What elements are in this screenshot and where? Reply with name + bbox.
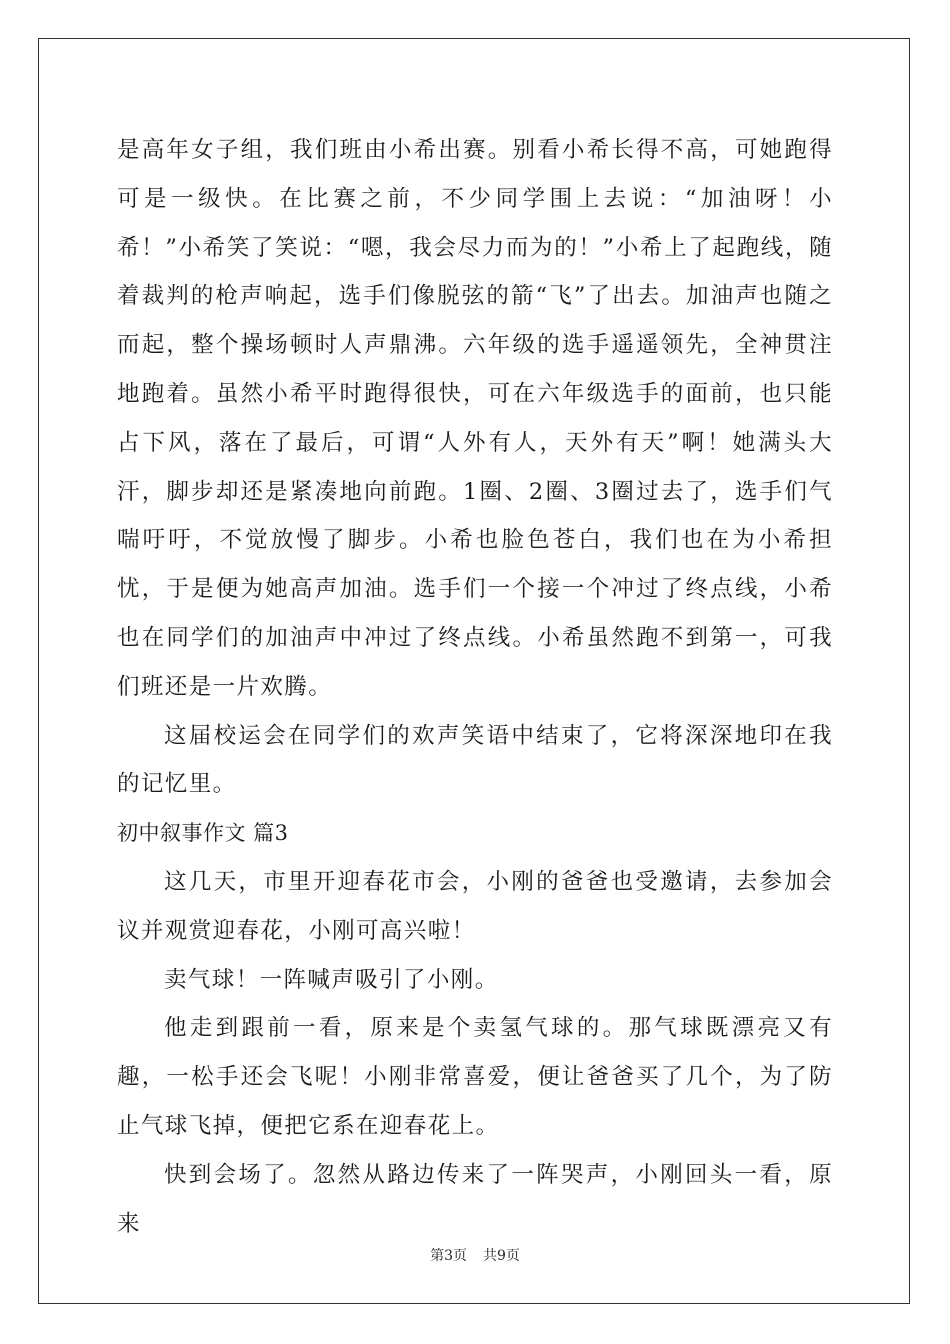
section-heading: 初中叙事作文 篇3: [117, 821, 289, 846]
page-total: 共9页: [483, 1248, 520, 1264]
paragraph-race-continued: 是高年女子组，我们班由小希出赛。别看小希长得不高，可她跑得可是一级快。在比赛之前，不少同学围上去说：“加油呀！小希！”小希笑了笑说：“嗯，我会尽力而为的！”小希上了起跑线，随着裁判的枪声响起，选手们像脱弦的箭“飞”了出去。加油声也随之而起，整个操场顿时人声鼎沸。六年级的选手遥遥领先，全神贯注地跑着。虽然小希平时跑得很快，可在六年级选手的面前，也只能占下风，落在了最后，可谓“人外有人，天外有天”啊！她满头大汗，脚步却还是紧凑地向前跑。1圈、2圈、3圈过去了，选手们气喘吁吁，不觉放慢了脚步。小希也脸色苍白，我们也在为小希担忧，于是便为她高声加油。选手们一个接一个冲过了终点线，小希也在同学们的加油声中冲过了终点线。小希虽然跑不到第一，可我们班还是一片欢腾。: [117, 137, 833, 700]
paragraph-balloon-call: 卖气球！一阵喊声吸引了小刚。: [164, 966, 499, 993]
paragraph-sports-meet-ending: 这届校运会在同学们的欢声笑语中结束了，它将深深地印在我的记忆里。: [117, 722, 833, 798]
document-body: [117, 126, 833, 1248]
paragraph-crying-sound: 快到会场了。忽然从路边传来了一阵哭声，小刚回头一看，原来: [117, 1161, 833, 1237]
paragraph-flower-fair: 这几天，市里开迎春花市会，小刚的爸爸也受邀请，去参加会议并观赏迎春花，小刚可高兴啦！: [117, 868, 833, 944]
paragraph-balloon-seller: 他走到跟前一看，原来是个卖氢气球的。那气球既漂亮又有趣，一松手还会飞呢！小刚非常喜爱，便让爸爸买了几个，为了防止气球飞掉，便把它系在迎春花上。: [117, 1015, 833, 1139]
page-footer: [0, 1245, 950, 1265]
page-number: 第3页: [430, 1248, 467, 1264]
